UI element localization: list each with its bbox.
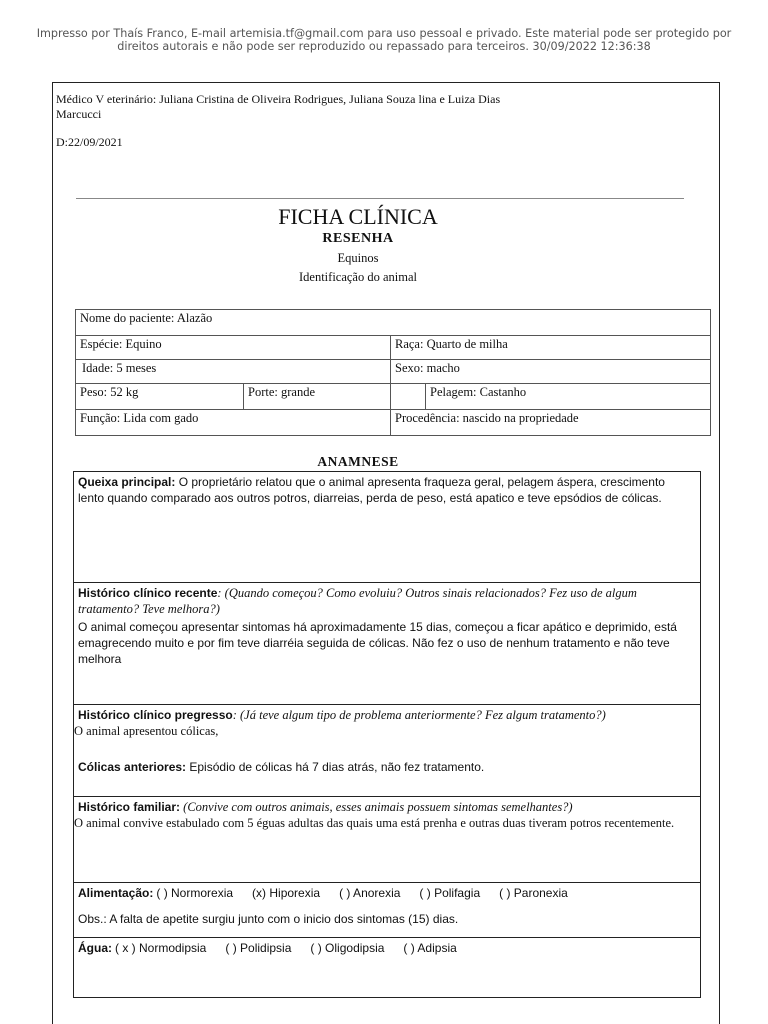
alimentacao-label: Alimentação: <box>78 886 154 900</box>
historico-familiar-section <box>74 797 700 883</box>
colicas-text: Episódio de cólicas há 7 dias atrás, não fez tratamento. <box>186 760 485 774</box>
option-anorexia[interactable]: ( ) Anorexia <box>339 886 401 900</box>
origin-cell: Procedência: nascido na propriedade <box>391 410 711 436</box>
coat-cell: Pelagem: Castanho <box>426 384 711 410</box>
breed-cell: Raça: Quarto de milha <box>391 336 711 360</box>
patient-name-cell: Nome do paciente: Alazão <box>76 310 711 336</box>
vet-label: Médico V eterinário: <box>56 92 157 106</box>
weight-cell: Peso: 52 kg <box>76 384 244 410</box>
species-heading: Equinos <box>337 251 379 265</box>
queixa-text: O proprietário relatou que o animal apresenta fraqueza geral, pelagem áspera, crescimento lento quando comparado aos outros potros, diarreias, perda de peso, está apatico e teve epsódios de cólicas. <box>78 475 665 505</box>
page-title: FICHA CLÍNICA <box>278 204 438 229</box>
anamnese-box <box>73 471 701 998</box>
historico-pregresso-text: O animal apresentou cólicas, <box>74 724 219 738</box>
option-adipsia[interactable]: ( ) Adipsia <box>403 941 457 955</box>
agua-section <box>74 938 700 998</box>
obs-text: Obs.: A falta de apetite surgiu junto com o inicio dos sintomas (15) dias. <box>78 912 459 926</box>
identification-table <box>75 309 711 436</box>
historico-recente-text: O animal começou apresentar sintomas há aproximadamente 15 dias, começou a ficar apático e deprimido, está emagrecendo muito e por fim teve diarréia seguida de cólicas. Não fez o uso de nenhum tratamento e não teve melhora <box>78 620 677 666</box>
watermark-notice: Impresso por Thaís Franco, E-mail artemisia.tf@gmail.com para uso pessoal e privado. Este material pode ser protegido por direitos autorais e não pode ser reproduzido ou repassado para terceiros. 30/09/2022 12:36:38 <box>36 27 732 53</box>
vet-names-cont: Marcucci <box>56 107 102 121</box>
resenha-heading: RESENHA <box>322 231 394 246</box>
option-hiporexia[interactable]: (x) Hiporexia <box>252 886 321 900</box>
option-polidipsia[interactable]: ( ) Polidipsia <box>225 941 292 955</box>
historico-pregresso-label: Histórico clínico pregresso <box>78 708 233 722</box>
divider <box>76 198 684 199</box>
queixa-label: Queixa principal: <box>78 475 176 489</box>
option-oligodipsia[interactable]: ( ) Oligodipsia <box>310 941 385 955</box>
historico-pregresso-section <box>74 705 700 797</box>
age-cell: Idade: 5 meses <box>76 360 391 384</box>
species-cell: Espécie: Equino <box>76 336 391 360</box>
historico-recente-question: : (Quando começou? Como evoluiu? Outros sinais relacionados? Fez uso de algum tratamento? Teve melhora?) <box>78 586 637 616</box>
document-page <box>52 82 720 1024</box>
function-cell: Função: Lida com gado <box>76 410 391 436</box>
historico-recente-label: Histórico clínico recente <box>78 586 218 600</box>
historico-familiar-question: (Convive com outros animais, esses animais possuem sintomas semelhantes?) <box>180 800 573 814</box>
document-date: D:22/09/2021 <box>56 135 123 149</box>
agua-label: Água: <box>78 941 112 955</box>
anamnese-heading: ANAMNESE <box>317 454 399 469</box>
queixa-section <box>74 472 700 583</box>
historico-familiar-label: Histórico familiar: <box>78 800 181 814</box>
vet-info <box>56 92 616 122</box>
identification-heading: Identificação do animal <box>299 270 417 284</box>
historico-familiar-text: O animal convive estabulado com 5 éguas adultas das quais uma está prenha e outras duas tiveram potros recentemente. <box>74 816 675 830</box>
size-cell: Porte: grande <box>244 384 391 410</box>
historico-pregresso-question: : (Já teve algum tipo de problema anteriormente? Fez algum tratamento?) <box>232 708 606 722</box>
colicas-label: Cólicas anteriores: <box>78 760 187 774</box>
option-polifagia[interactable]: ( ) Polifagia <box>419 886 481 900</box>
historico-recente-section <box>74 583 700 705</box>
option-paronexia[interactable]: ( ) Paronexia <box>499 886 568 900</box>
sex-cell: Sexo: macho <box>391 360 711 384</box>
option-normorexia[interactable]: ( ) Normorexia <box>156 886 234 900</box>
alimentacao-section <box>74 883 700 938</box>
option-normodipsia[interactable]: ( x ) Normodipsia <box>115 941 207 955</box>
vet-names: Juliana Cristina de Oliveira Rodrigues, Juliana Souza lina e Luiza Dias <box>159 92 501 106</box>
